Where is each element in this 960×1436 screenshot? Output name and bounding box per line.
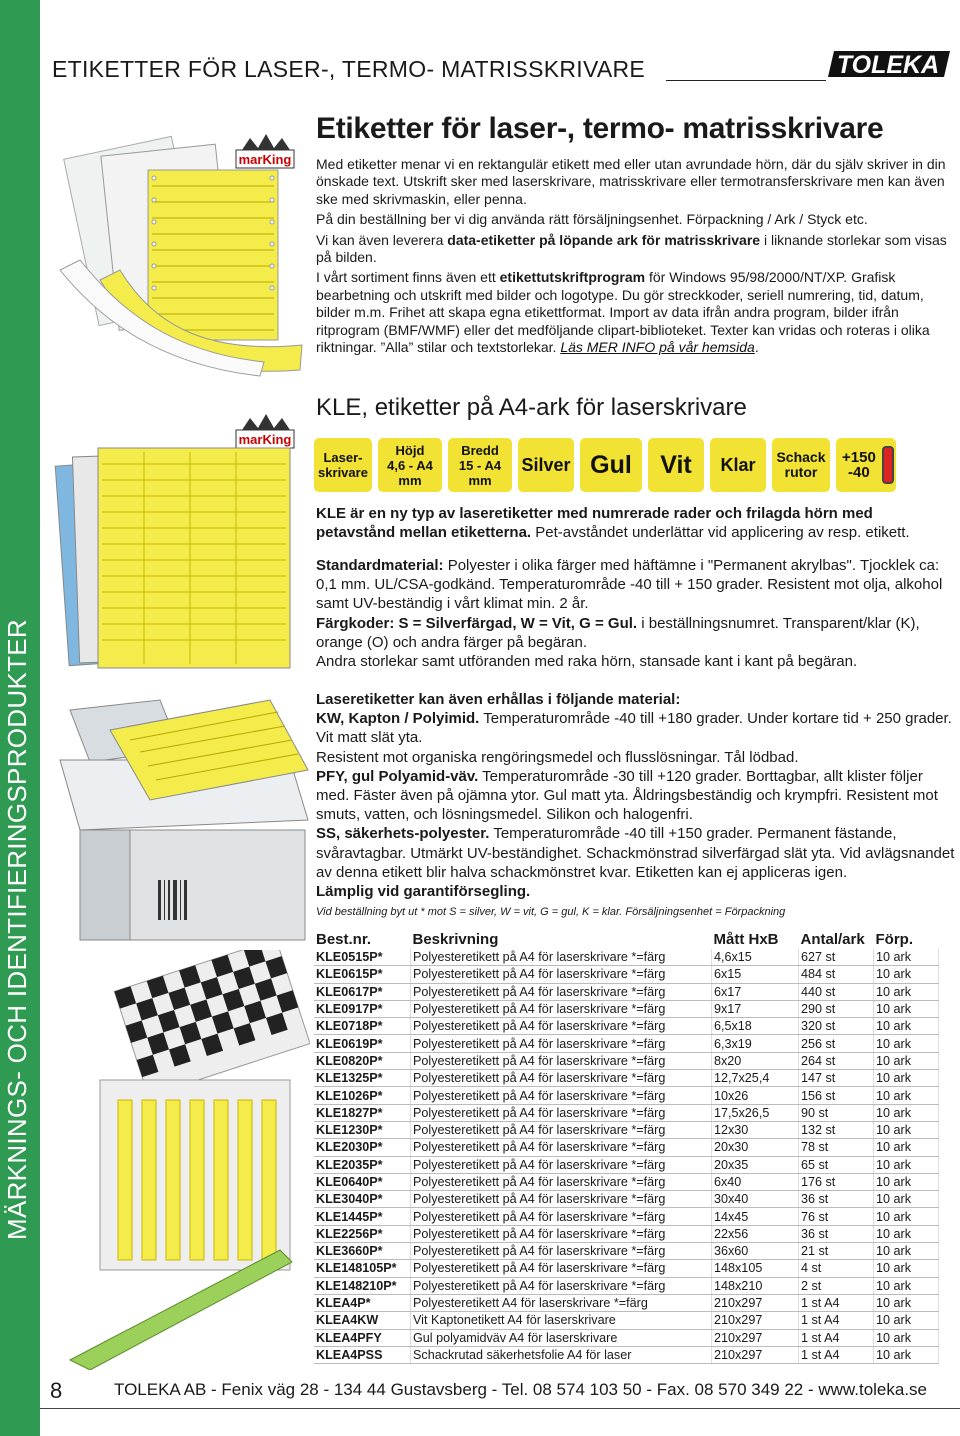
table-cell-pack: 10 ark	[874, 1312, 939, 1329]
table-cell-pack: 10 ark	[874, 1173, 939, 1190]
table-cell-size: 8x20	[712, 1052, 799, 1069]
table-cell-pack: 10 ark	[874, 1070, 939, 1087]
table-cell-desc: Polyesteretikett på A4 för laserskrivare *=färg	[411, 1121, 712, 1138]
table-cell-size: 6x17	[712, 983, 799, 1000]
table-cell-size: 12,7x25,4	[712, 1070, 799, 1087]
table-cell-desc: Polyesteretikett på A4 för laserskrivare *=färg	[411, 1104, 712, 1121]
table-cell-size: 9x17	[712, 1000, 799, 1017]
table-cell-pack: 10 ark	[874, 1000, 939, 1017]
table-cell-desc: Polyesteretikett på A4 för laserskrivare *=färg	[411, 983, 712, 1000]
logo-text: TOLEKA	[836, 51, 940, 79]
table-cell-qty: 264 st	[799, 1052, 874, 1069]
table-row	[314, 1070, 939, 1087]
table-cell-code: KLEA4PFY	[314, 1329, 411, 1346]
table-cell-qty: 176 st	[799, 1173, 874, 1190]
table-row	[314, 1035, 939, 1052]
table-cell-desc: Gul polyamidväv A4 för laserskrivare	[411, 1329, 712, 1346]
table-cell-code: KLE1026P*	[314, 1087, 411, 1104]
table-row	[314, 1294, 939, 1311]
table-cell-qty: 1 st A4	[799, 1329, 874, 1346]
table-cell-pack: 10 ark	[874, 1329, 939, 1346]
table-cell-size: 17,5x26,5	[712, 1104, 799, 1121]
order-unit-paragraph: På din beställning ber vi dig använda rätt försäljningsenhet. Förpackning / Ark / Styck etc.	[316, 211, 868, 228]
table-cell-size: 6x15	[712, 966, 799, 983]
kle-intro: KLE är en ny typ av laseretiketter med numrerade rader och frilagda hörn med petavstånd mellan etiketterna. Pet-avståndet underlättar vid applicering av resp. etikett.	[316, 505, 910, 542]
sidebar-label-box	[0, 619, 40, 1280]
table-cell-code: KLE2030P*	[314, 1139, 411, 1156]
table-cell-size: 6x40	[712, 1173, 799, 1190]
table-cell-desc: Polyesteretikett på A4 för laserskrivare *=färg	[411, 1260, 712, 1277]
table-row	[314, 1139, 939, 1156]
table-cell-size: 20x35	[712, 1156, 799, 1173]
table-cell-qty: 440 st	[799, 983, 874, 1000]
table-cell-size: 148x210	[712, 1277, 799, 1294]
table-cell-code: KLE1325P*	[314, 1070, 411, 1087]
table-cell-pack: 10 ark	[874, 1277, 939, 1294]
table-cell-qty: 147 st	[799, 1070, 874, 1087]
table-cell-desc: Polyesteretikett på A4 för laserskrivare *=färg	[411, 1018, 712, 1035]
table-cell-pack: 10 ark	[874, 1225, 939, 1242]
table-cell-size: 10x26	[712, 1087, 799, 1104]
table-cell-size: 20x30	[712, 1139, 799, 1156]
badge-white: Vit	[648, 438, 704, 492]
table-cell-qty: 90 st	[799, 1104, 874, 1121]
alternative-materials: Laseretiketter kan även erhållas i följande material: KW, Kapton / Polyimid. Temperaturområde -40 till +180 grader. Under kortare tid + 250 grader. Vit matt slät yta. Resistent mot organiska rengöringsmedel och flusslösningar. Tål lödbad. PFY, gul Polyamid-väv. Temperaturområde -30 till +120 grader. Borttagbar, allt klister följer med. Fäster även på ojämna ytor. Gul matt yta. Åldringsbeständig och krympfri. Resistent mot smuts, vatten, och lösningsmedel. Silikon och halogenfri. SS, säkerhets-polyester. Temperaturområde -40 till +150 grader. Permanent fästande, svåravtagbar. Utmärkt UV-beständighet. Schackmönstrad silverfärgad slät yta. Vid avlägsnandet av denna etikett blir halva schackmönstret kvar. Etiketten kan ej appliceras igen. Lämplig vid garantiförsegling.	[316, 691, 955, 901]
table-cell-pack: 10 ark	[874, 1035, 939, 1052]
table-cell-pack: 10 ark	[874, 1260, 939, 1277]
section1-heading: Etiketter för laser-, termo- matrisskrivare	[316, 112, 884, 145]
table-cell-desc: Polyesteretikett på A4 för laserskrivare *=färg	[411, 1070, 712, 1087]
table-cell-desc: Schackrutad säkerhetsfolie A4 för laser	[411, 1346, 712, 1363]
table-cell-code: KLE0917P*	[314, 1000, 411, 1017]
thermometer-icon	[882, 446, 894, 484]
table-cell-code: KLE2256P*	[314, 1225, 411, 1242]
table-cell-size: 14x45	[712, 1208, 799, 1225]
table-cell-pack: 10 ark	[874, 1243, 939, 1260]
table-cell-pack: 10 ark	[874, 966, 939, 983]
table-cell-code: KLE1445P*	[314, 1208, 411, 1225]
table-header	[314, 930, 939, 949]
table-cell-code: KLE0640P*	[314, 1173, 411, 1190]
table-cell-desc: Polyesteretikett på A4 för laserskrivare *=färg	[411, 949, 712, 966]
badge-height: Höjd 4,6 - A4 mm	[378, 438, 442, 492]
matrix-paragraph: Vi kan även leverera data-etiketter på löpande ark för matrisskrivare i liknande storlekar som visas på bilden.	[316, 231, 947, 266]
product-table	[314, 930, 939, 1364]
table-row	[314, 1225, 939, 1242]
table-cell-desc: Polyesteretikett på A4 för laserskrivare *=färg	[411, 1156, 712, 1173]
svg-text:marKing: marKing	[238, 432, 292, 447]
table-cell-size: 30x40	[712, 1191, 799, 1208]
order-note: Vid beställning byt ut * mot S = silver, W = vit, G = gul, K = klar. Försäljningsenhet = Förpackning	[316, 906, 786, 918]
crown-stamp-2	[236, 414, 294, 448]
checker-and-sheet-illustration	[40, 950, 310, 1370]
laser-printer-illustration	[40, 690, 310, 950]
footer-rule	[40, 1408, 960, 1409]
badge-width: Bredd 15 - A4 mm	[448, 438, 512, 492]
table-cell-desc: Vit Kaptonetikett A4 för laserskrivare	[411, 1312, 712, 1329]
col-pack: Förp.	[875, 930, 913, 948]
table-cell-qty: 290 st	[799, 1000, 874, 1017]
table-cell-pack: 10 ark	[874, 1018, 939, 1035]
table-cell-code: KLE3040P*	[314, 1191, 411, 1208]
table-cell-desc: Polyesteretikett på A4 för laserskrivare *=färg	[411, 1139, 712, 1156]
table-cell-qty: 1 st A4	[799, 1346, 874, 1363]
section2-heading: KLE, etiketter på A4-ark för laserskrivare	[316, 394, 747, 421]
matrix-labels-illustration	[40, 130, 310, 380]
table-cell-size: 210x297	[712, 1294, 799, 1311]
table-row	[314, 1018, 939, 1035]
table-cell-pack: 10 ark	[874, 1346, 939, 1363]
table-cell-qty: 256 st	[799, 1035, 874, 1052]
badge-clear: Klar	[710, 438, 766, 492]
table-row	[314, 1208, 939, 1225]
table-cell-desc: Polyesteretikett A4 för laserskrivare *=färg	[411, 1294, 712, 1311]
col-article-number: Best.nr.	[316, 930, 372, 948]
table-cell-qty: 1 st A4	[799, 1294, 874, 1311]
table-cell-pack: 10 ark	[874, 983, 939, 1000]
table-cell-code: KLEA4KW	[314, 1312, 411, 1329]
badge-temperature: +150 -40	[836, 438, 896, 492]
table-row	[314, 949, 939, 966]
table-cell-code: KLE3660P*	[314, 1243, 411, 1260]
page-number: 8	[50, 1378, 63, 1403]
col-size: Mått HxB	[713, 930, 779, 948]
table-cell-size: 6,5x18	[712, 1018, 799, 1035]
table-cell-desc: Polyesteretikett på A4 för laserskrivare *=färg	[411, 1000, 712, 1017]
svg-text:marKing: marKing	[238, 152, 292, 167]
table-cell-pack: 10 ark	[874, 1139, 939, 1156]
table-cell-code: KLE0617P*	[314, 983, 411, 1000]
table-row	[314, 1312, 939, 1329]
intro-paragraph: Med etiketter menar vi en rektangulär etikett med eller utan avrundade hörn, där du själv skriver in din önskade text. Utskrift sker med laserskrivare, matrisskrivare eller termotransferskrivare men kan även ske med skrivmaskin, eller penna.	[316, 156, 946, 207]
table-cell-size: 12x30	[712, 1121, 799, 1138]
table-cell-pack: 10 ark	[874, 1208, 939, 1225]
table-row	[314, 983, 939, 1000]
table-cell-code: KLE0619P*	[314, 1035, 411, 1052]
table-cell-qty: 132 st	[799, 1121, 874, 1138]
table-cell-pack: 10 ark	[874, 1156, 939, 1173]
table-cell-code: KLE2035P*	[314, 1156, 411, 1173]
crown-stamp	[236, 134, 294, 168]
table-row	[314, 1052, 939, 1069]
col-description: Beskrivning	[412, 930, 499, 948]
table-cell-size: 22x56	[712, 1225, 799, 1242]
table-cell-size: 210x297	[712, 1312, 799, 1329]
table-cell-qty: 320 st	[799, 1018, 874, 1035]
table-cell-pack: 10 ark	[874, 1052, 939, 1069]
table-cell-code: KLE0515P*	[314, 949, 411, 966]
table-row	[314, 1173, 939, 1190]
table-cell-qty: 78 st	[799, 1139, 874, 1156]
standard-material: Standardmaterial: Polyester i olika färger med häftämne i "Permanent akrylbas". Tjocklek ca: 0,1 mm. UL/CSA-godkänd. Temperaturområde -40 till + 150 grader. Resistent mot olja, alkohol samt UV-beständig i vårt klimat min. 2 år. Färgkoder: S = Silverfärgad, W = Vit, G = Gul. i beställningsnumret. Transparent/klar (K), orange (O) och andra färger på begäran. Andra storlekar samt utföranden med raka hörn, stansade kant i kant på begäran.	[316, 557, 943, 671]
table-cell-pack: 10 ark	[874, 1087, 939, 1104]
table-row	[314, 1191, 939, 1208]
table-cell-desc: Polyesteretikett på A4 för laserskrivare *=färg	[411, 1225, 712, 1242]
table-cell-size: 4,6x15	[712, 949, 799, 966]
table-cell-code: KLEA4P*	[314, 1294, 411, 1311]
table-cell-qty: 1 st A4	[799, 1312, 874, 1329]
toleka-logo	[828, 47, 953, 81]
table-cell-qty: 156 st	[799, 1087, 874, 1104]
table-cell-qty: 484 st	[799, 966, 874, 983]
table-row	[314, 966, 939, 983]
table-cell-desc: Polyesteretikett på A4 för laserskrivare *=färg	[411, 1173, 712, 1190]
table-row	[314, 1243, 939, 1260]
table-cell-qty: 65 st	[799, 1156, 874, 1173]
table-cell-size: 6,3x19	[712, 1035, 799, 1052]
table-cell-desc: Polyesteretikett på A4 för laserskrivare *=färg	[411, 1087, 712, 1104]
table-cell-pack: 10 ark	[874, 1191, 939, 1208]
table-cell-size: 148x105	[712, 1260, 799, 1277]
table-cell-qty: 4 st	[799, 1260, 874, 1277]
sidebar-label: MÄRKNINGS- OCH IDENTIFIERINGSPRODUKTER	[2, 619, 32, 1240]
badge-checker: Schack rutor	[772, 438, 830, 492]
table-row	[314, 1277, 939, 1294]
table-row	[314, 1156, 939, 1173]
table-row	[314, 1000, 939, 1017]
table-row	[314, 1260, 939, 1277]
table-body	[314, 949, 939, 1364]
table-cell-desc: Polyesteretikett på A4 för laserskrivare *=färg	[411, 1277, 712, 1294]
table-cell-size: 210x297	[712, 1346, 799, 1363]
table-row	[314, 1329, 939, 1346]
table-cell-code: KLE148105P*	[314, 1260, 411, 1277]
table-cell-pack: 10 ark	[874, 1121, 939, 1138]
table-cell-qty: 2 st	[799, 1277, 874, 1294]
table-cell-size: 210x297	[712, 1329, 799, 1346]
table-cell-code: KLE1827P*	[314, 1104, 411, 1121]
col-per-sheet: Antal/ark	[800, 930, 865, 948]
table-cell-code: KLE0718P*	[314, 1018, 411, 1035]
table-cell-desc: Polyesteretikett på A4 för laserskrivare *=färg	[411, 1208, 712, 1225]
table-cell-pack: 10 ark	[874, 1104, 939, 1121]
table-cell-desc: Polyesteretikett på A4 för laserskrivare *=färg	[411, 966, 712, 983]
table-row	[314, 1121, 939, 1138]
table-cell-code: KLEA4PSS	[314, 1346, 411, 1363]
footer-address: TOLEKA AB - Fenix väg 28 - 134 44 Gustavsberg - Tel. 08 574 103 50 - Fax. 08 570 349 22 - www.toleka.se	[114, 1380, 928, 1399]
badge-yellow: Gul	[580, 438, 642, 492]
table-cell-qty: 76 st	[799, 1208, 874, 1225]
table-row	[314, 1346, 939, 1363]
table-cell-qty: 36 st	[799, 1191, 874, 1208]
section1-body	[316, 156, 956, 359]
page-title: ETIKETTER FÖR LASER-, TERMO- MATRISSKRIVARE	[52, 56, 646, 82]
table-cell-qty: 627 st	[799, 949, 874, 966]
table-row	[314, 1087, 939, 1104]
software-paragraph: I vårt sortiment finns även ett etikettutskriftprogram för Windows 95/98/2000/NT/XP. Grafisk bearbetning och utskrift med bilder och logotype. Du gör streckkoder, seriell numrering, tid, datum, bilder m.m. Frihet att skapa egna etikettformat. Import av data ifrån andra program, bilder ifrån ritprogram (BMF/WMF) eller det medföljande clipart-biblioteket. Texter kan vridas och roteras i olika riktningar. ”Alla” stilar och textstorlekar. Läs MER INFO på vår hemsida.	[316, 269, 930, 356]
feature-badges	[314, 438, 959, 493]
a4-label-sheets-illustration	[40, 410, 310, 690]
table-cell-pack: 10 ark	[874, 1294, 939, 1311]
badge-silver: Silver	[518, 438, 574, 492]
table-cell-desc: Polyesteretikett på A4 för laserskrivare *=färg	[411, 1035, 712, 1052]
title-rule	[666, 80, 826, 81]
table-cell-code: KLE0820P*	[314, 1052, 411, 1069]
table-cell-code: KLE0615P*	[314, 966, 411, 983]
table-cell-code: KLE1230P*	[314, 1121, 411, 1138]
table-cell-code: KLE148210P*	[314, 1277, 411, 1294]
table-cell-desc: Polyesteretikett på A4 för laserskrivare *=färg	[411, 1052, 712, 1069]
table-cell-desc: Polyesteretikett på A4 för laserskrivare *=färg	[411, 1191, 712, 1208]
table-row	[314, 1104, 939, 1121]
table-cell-pack: 10 ark	[874, 949, 939, 966]
more-info-link[interactable]: Läs MER INFO på vår hemsida	[560, 339, 755, 356]
table-cell-qty: 36 st	[799, 1225, 874, 1242]
badge-laser-printer: Laser- skrivare	[314, 438, 372, 492]
table-cell-desc: Polyesteretikett på A4 för laserskrivare *=färg	[411, 1243, 712, 1260]
table-cell-size: 36x60	[712, 1243, 799, 1260]
table-cell-qty: 21 st	[799, 1243, 874, 1260]
